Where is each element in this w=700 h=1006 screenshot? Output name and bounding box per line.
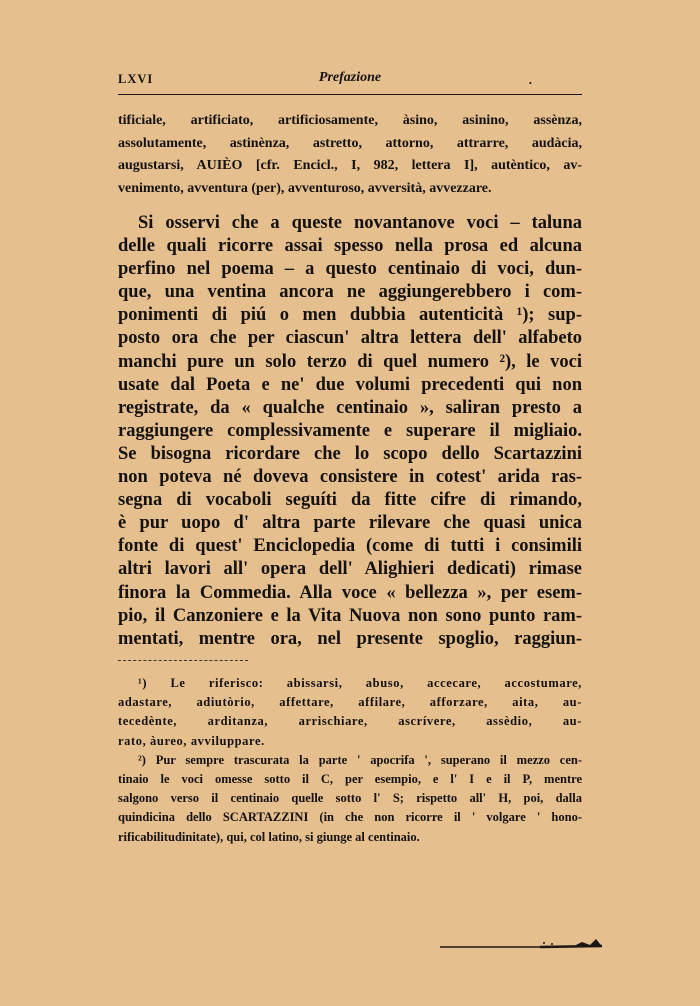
footnote-2-line: salgono verso il centinaio quelle sotto l' S; rispetto all' H, poi, dalla bbox=[118, 791, 582, 806]
footnote-2-line: rificabilitudinitate), qui, col latino, si giunge al centinaio. bbox=[118, 829, 420, 844]
body-line: finora la Commedia. Alla voce « bellezza », per esem- bbox=[118, 582, 582, 603]
printer-mark-icon bbox=[440, 936, 602, 950]
body-line: delle quali ricorre assai spesso nella prosa ed alcuna bbox=[118, 236, 582, 257]
footnote-1-line: tecedènte, arditanza, arrischiare, ascrívere, assèdio, au- bbox=[118, 714, 582, 729]
body-line: raggiungere complessivamente e superare il migliaio. bbox=[118, 420, 582, 441]
body-line: posto ora che per ciascun' altra lettera dell' alfabeto bbox=[118, 328, 582, 349]
body-line: que, una ventina ancora ne aggiungerebbero i com- bbox=[118, 282, 582, 303]
footnote-separator bbox=[118, 660, 248, 661]
header-title: Prefazione bbox=[318, 70, 382, 85]
footnote-1-line: adastare, adiutòrio, affettare, affilare, afforzare, aita, au- bbox=[118, 695, 582, 710]
body-line: segna di vocaboli seguíti da fitte cifre di rimando, bbox=[118, 490, 582, 511]
body-line: usate dal Poeta e ne' due volumi precedenti qui non bbox=[118, 374, 582, 395]
body-line: pio, il Canzoniere e la Vita Nuova non sono punto ram- bbox=[118, 605, 582, 626]
body-line: ponimenti di piú o men dubbia autenticità ¹); sup- bbox=[118, 305, 582, 326]
body-line: è pur uopo d' altra parte rilevare che quasi unica bbox=[118, 513, 582, 534]
body-line: Se bisogna ricordare che lo scopo dello Scartazzini bbox=[118, 443, 582, 464]
word-list-line: augustarsi, AUIÈO [cfr. Encicl., I, 982, lettera I], autèntico, av- bbox=[118, 158, 582, 174]
main-paragraph bbox=[118, 212, 582, 651]
footnote-1-line: ¹) Le riferisco: abissarsi, abuso, accecare, accostumare, bbox=[138, 676, 582, 690]
footnote-1-line: rato, àureo, avviluppare. bbox=[118, 733, 265, 748]
word-list-line: venimento, avventura (per), avventuroso, avversità, avvezzare. bbox=[118, 181, 492, 197]
footnote-2-line: quindicina dello SCARTAZZINI (in che non ricorre il ' volgare ' hono- bbox=[118, 810, 582, 825]
body-line: altri lavori all' opera dell' Alighieri dedicati) rimase bbox=[118, 559, 582, 580]
word-list-line: assolutamente, astinènza, astretto, attorno, attrarre, audàcia, bbox=[118, 135, 582, 151]
body-line: non poteva né doveva consistere in cotest' arida ras- bbox=[118, 467, 582, 488]
page-number: LXVI bbox=[118, 72, 154, 86]
body-line: manchi pure un solo terzo di quel numero ²), le voci bbox=[118, 351, 582, 372]
body-line: Si osservi che a queste novantanove voci – taluna bbox=[138, 213, 582, 233]
body-line: mentati, mentre ora, nel presente spoglio, raggiun- bbox=[118, 628, 582, 649]
word-list-line: tificiale, artificiato, artificiosamente, àsino, asinino, assènza, bbox=[118, 113, 582, 128]
running-header bbox=[118, 70, 582, 95]
footnote-2-line: tinaio le voci omesse sotto il C, per esempio, e l' I e il P, mentre bbox=[118, 771, 582, 786]
body-line: fonte di quest' Enciclopedia (come di tutti i consimili bbox=[118, 536, 582, 557]
body-line: perfino nel poema – a questo centinaio di voci, dun- bbox=[118, 259, 582, 280]
word-list-paragraph bbox=[118, 110, 582, 201]
footnote-2-line: ²) Pur sempre trascurata la parte ' apocrifa ', superano il mezzo cen- bbox=[138, 752, 582, 767]
header-dot: . bbox=[528, 72, 532, 87]
footnotes bbox=[118, 674, 582, 847]
body-line: registrate, da « qualche centinaio », saliran presto a bbox=[118, 397, 582, 418]
